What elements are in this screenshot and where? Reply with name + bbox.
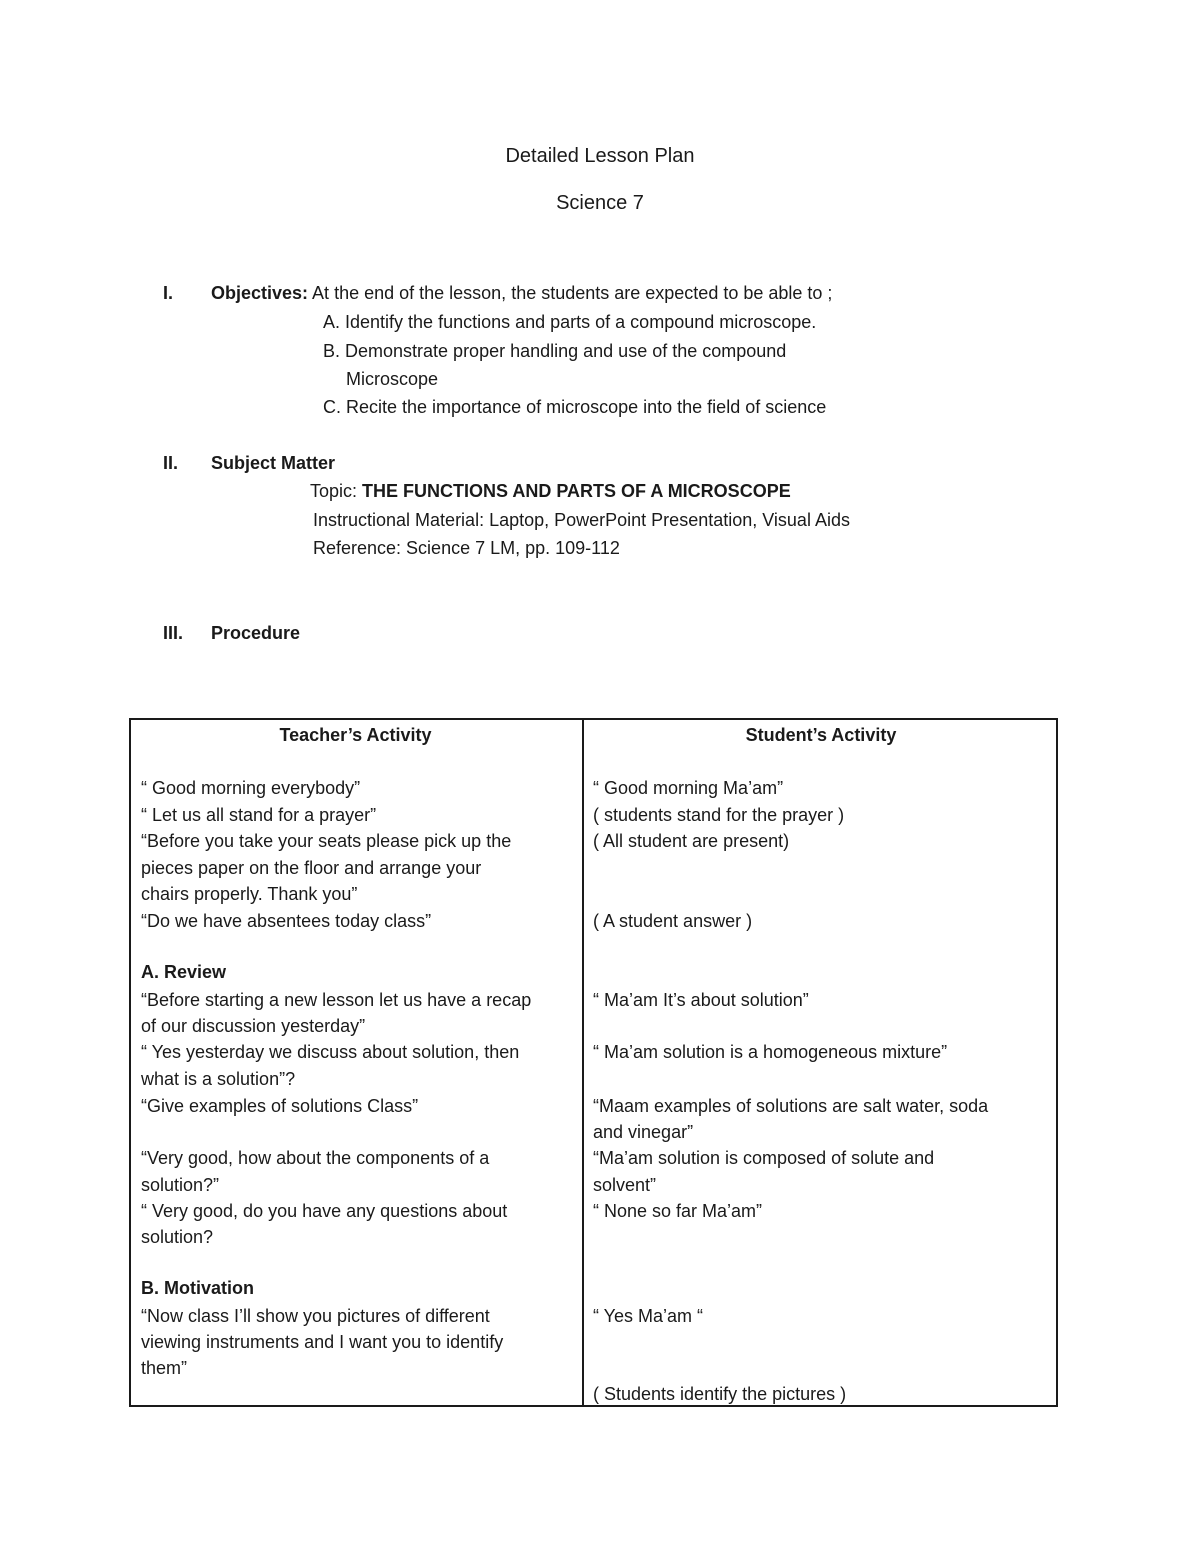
review-heading: A. Review [141,962,227,982]
teacher-line: of our discussion yesterday” [141,1016,366,1036]
topic-label: Topic: [310,481,363,501]
table-column-divider [582,718,584,1407]
teacher-line: “Now class I’ll show you pictures of different [141,1306,490,1326]
student-activity-header: Student’s Activity [745,725,897,745]
teacher-line: “Give examples of solutions Class” [141,1096,419,1116]
teacher-line: viewing instruments and I want you to identify [141,1332,504,1352]
topic-value: THE FUNCTIONS AND PARTS OF A MICROSCOPE [362,481,791,501]
student-line: “ Ma’am solution is a homogeneous mixture” [593,1042,948,1062]
student-line: “Ma’am solution is composed of solute and [593,1148,935,1168]
student-line: “ Ma’am It’s about solution” [593,990,809,1010]
subject-matter-numeral: II. [163,453,179,473]
instructional-material: Instructional Material: Laptop, PowerPoint Presentation, Visual Aids [313,510,850,530]
student-line: solvent” [593,1175,657,1195]
objective-item-a: A. Identify the functions and parts of a compound microscope. [323,312,817,332]
student-line: ( A student answer ) [593,911,753,931]
objectives-numeral: I. [163,283,174,303]
teacher-line: “Do we have absentees today class” [141,911,432,931]
teacher-line: “ Yes yesterday we discuss about solution, then [141,1042,520,1062]
teacher-line: “ Good morning everybody” [141,778,361,798]
procedure-heading: Procedure [211,623,301,643]
student-line: ( students stand for the prayer ) [593,805,845,825]
teacher-line: pieces paper on the floor and arrange your [141,858,482,878]
teacher-line: “ Let us all stand for a prayer” [141,805,377,825]
teacher-line: “ Very good, do you have any questions about [141,1201,508,1221]
teacher-activity-header: Teacher’s Activity [279,725,432,745]
teacher-line: chairs properly. Thank you” [141,884,358,904]
student-line: ( All student are present) [593,831,790,851]
student-line: “ Good morning Ma’am” [593,778,784,798]
topic-line [310,480,791,502]
teacher-line: solution? [141,1227,214,1247]
student-line: and vinegar” [593,1122,694,1142]
teacher-line: them” [141,1358,188,1378]
reference: Reference: Science 7 LM, pp. 109-112 [313,538,620,558]
student-line: ( Students identify the pictures ) [593,1384,847,1404]
objectives-intro: At the end of the lesson, the students are expected to be able to ; [308,283,833,303]
student-line: “ Yes Ma’am “ [593,1306,704,1326]
student-line: “Maam examples of solutions are salt water, soda [593,1096,989,1116]
subject-matter-heading: Subject Matter [211,453,336,473]
document-title: Detailed Lesson Plan [505,145,695,167]
objective-item-b: B. Demonstrate proper handling and use of the compound [323,341,787,361]
teacher-line: “Before you take your seats please pick up the [141,831,512,851]
procedure-numeral: III. [163,623,184,643]
objectives-heading: Objectives: [211,283,309,303]
teacher-line: “Before starting a new lesson let us have a recap [141,990,532,1010]
objectives-line [211,282,832,304]
teacher-line: “Very good, how about the components of a [141,1148,490,1168]
teacher-line: solution?” [141,1175,220,1195]
objective-item-c: C. Recite the importance of microscope into the field of science [323,397,827,417]
student-line: “ None so far Ma’am” [593,1201,763,1221]
document-subject: Science 7 [556,192,644,214]
teacher-line: what is a solution”? [141,1069,296,1089]
motivation-heading: B. Motivation [141,1278,254,1298]
objective-item-b-continued: Microscope [346,369,439,389]
